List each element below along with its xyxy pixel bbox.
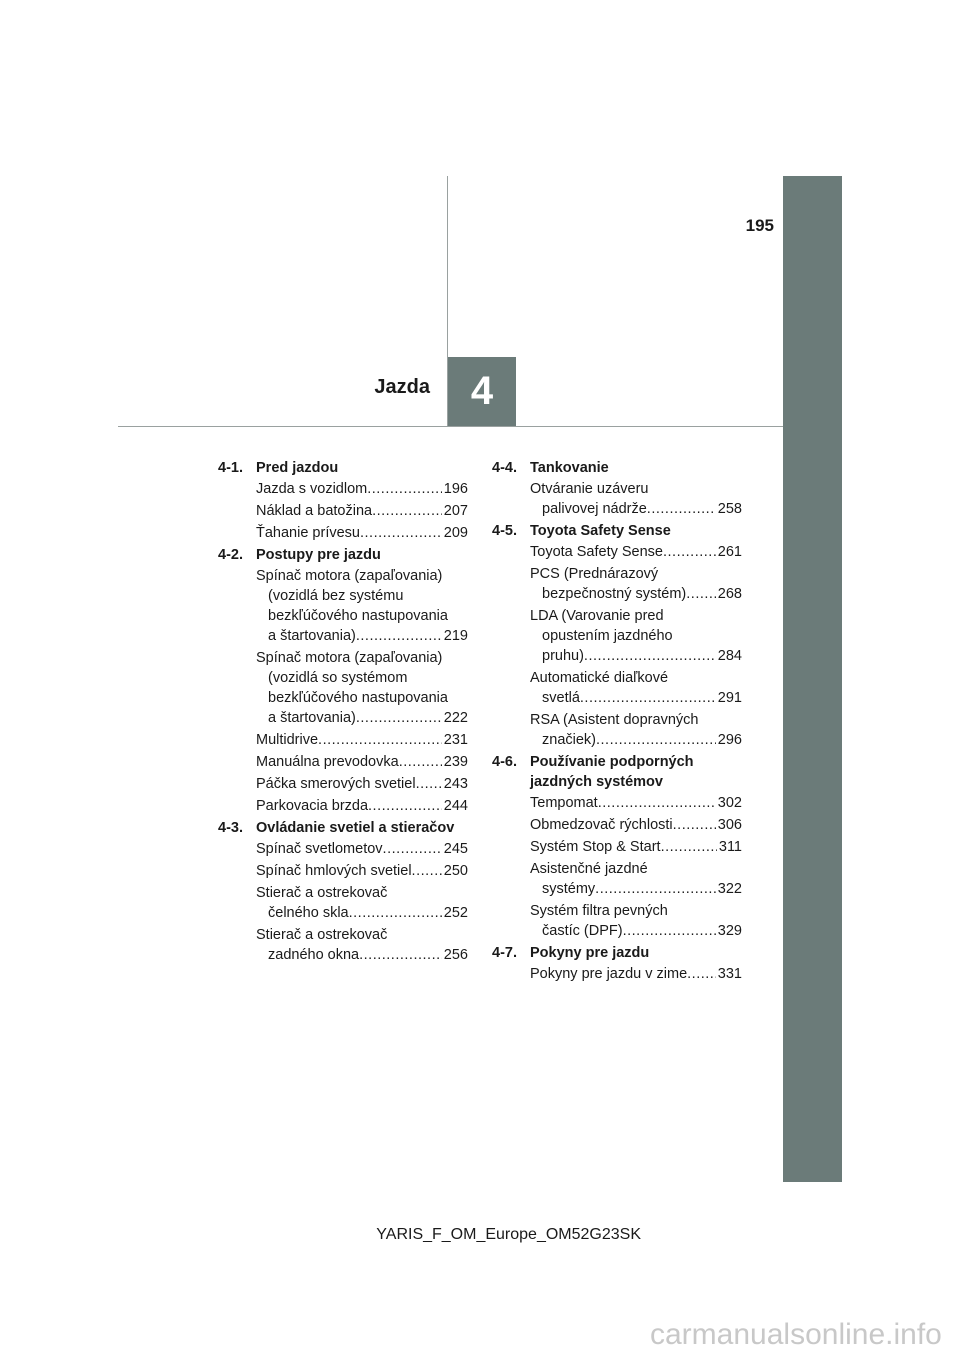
toc-section-title: Toyota Safety Sense	[530, 523, 671, 539]
toc-entry-line	[256, 752, 468, 772]
toc-page-number: 239	[443, 754, 468, 770]
toc-entry[interactable]	[256, 774, 468, 794]
toc-page-number: 268	[717, 586, 742, 602]
toc-page-number: 222	[443, 710, 468, 726]
toc-section-heading	[218, 545, 468, 565]
toc-right-column	[492, 458, 742, 986]
toc-leader-dots	[647, 499, 716, 519]
toc-entry[interactable]	[530, 710, 742, 750]
toc-entry[interactable]	[530, 859, 742, 899]
toc-entry[interactable]	[256, 730, 468, 750]
toc-entry-text: Parkovacia brzda	[256, 798, 369, 814]
toc-leader-dots	[584, 646, 716, 666]
toc-entry-text: Toyota Safety Sense	[530, 544, 663, 560]
toc-entry-text: Automatické diaľkové	[530, 670, 669, 686]
toc-entry-line	[256, 708, 468, 728]
toc-page-number: 284	[717, 648, 742, 664]
toc-page-number: 209	[443, 525, 468, 541]
toc-entry-text: (vozidlá so systémom	[268, 670, 408, 686]
toc-leader-dots	[661, 837, 717, 857]
toc-section-title: Tankovanie	[530, 460, 609, 476]
toc-entry-text: zadného okna	[268, 947, 360, 963]
toc-entry-text: RSA (Asistent dopravných	[530, 712, 699, 728]
toc-entry[interactable]	[256, 925, 468, 965]
toc-page-number: 196	[443, 481, 468, 497]
toc-page-number: 207	[443, 503, 468, 519]
toc-entry-text: svetlá	[542, 690, 580, 706]
toc-section	[218, 818, 468, 965]
toc-entry-text: Spínač svetlometov	[256, 841, 383, 857]
toc-leader-dots	[596, 730, 716, 750]
toc-page-number: 261	[717, 544, 742, 560]
toc-leader-dots	[368, 796, 442, 816]
toc-entry-text: Systém Stop & Start	[530, 839, 661, 855]
toc-entry-text: Manuálna prevodovka	[256, 754, 399, 770]
toc-entry-text: Ťahanie prívesu	[256, 525, 360, 541]
toc-section-title: Pokyny pre jazdu	[530, 945, 650, 961]
toc-leader-dots	[673, 815, 716, 835]
toc-section-number: 4-3.	[218, 820, 243, 836]
toc-entry-line	[256, 730, 468, 750]
toc-section-number: 4-5.	[492, 523, 517, 539]
toc-page-number: 302	[717, 795, 742, 811]
toc-page-number: 306	[717, 817, 742, 833]
toc-leader-dots	[367, 479, 442, 499]
toc-page-number: 256	[443, 947, 468, 963]
toc-entry[interactable]	[530, 606, 742, 666]
toc-leader-dots	[383, 839, 442, 859]
toc-leader-dots	[416, 774, 442, 794]
toc-entry[interactable]	[256, 752, 468, 772]
toc-section	[218, 458, 468, 543]
toc-entry[interactable]	[530, 964, 742, 984]
toc-entry[interactable]	[530, 793, 742, 813]
toc-entry-text: bezkľúčového nastupovania	[268, 690, 448, 706]
toc-entry-text: Pokyny pre jazdu v zime	[530, 966, 688, 982]
toc-entry-line	[530, 879, 742, 899]
toc-entry[interactable]	[256, 501, 468, 521]
toc-entry[interactable]	[256, 796, 468, 816]
toc-entry-line	[256, 523, 468, 543]
toc-entry-line	[256, 903, 468, 923]
toc-section-heading	[492, 521, 742, 541]
toc-entry-line	[530, 542, 742, 562]
toc-entry-text: Stierač a ostrekovač	[256, 927, 388, 943]
toc-entry[interactable]	[530, 542, 742, 562]
toc-leader-dots	[580, 688, 716, 708]
toc-entry-text: Stierač a ostrekovač	[256, 885, 388, 901]
toc-section	[492, 458, 742, 519]
toc-entry-text: Spínač motora (zapaľovania)	[256, 568, 443, 584]
page-number: 195	[745, 216, 774, 235]
toc-leader-dots	[623, 921, 716, 941]
toc-entry-line	[530, 499, 742, 519]
toc-entry-text: Systém filtra pevných	[530, 903, 668, 919]
toc-entry-text: čelného skla	[268, 905, 349, 921]
toc-entry-text: Spínač hmlových svetiel	[256, 863, 412, 879]
toc-section-number: 4-4.	[492, 460, 517, 476]
toc-entry-text: Obmedzovač rýchlosti	[530, 817, 673, 833]
toc-leader-dots	[360, 523, 442, 543]
toc-entry-text: LDA (Varovanie pred	[530, 608, 664, 624]
toc-entry[interactable]	[256, 839, 468, 859]
toc-entry-line	[256, 774, 468, 794]
chapter-title: Jazda	[374, 376, 430, 398]
toc-page-number: 244	[443, 798, 468, 814]
toc-entry-text: a štartovania)	[268, 710, 356, 726]
toc-entry[interactable]	[256, 648, 468, 728]
toc-section-title: Pred jazdou	[256, 460, 339, 476]
toc-entry-line	[530, 646, 742, 666]
toc-page-number: 243	[443, 776, 468, 792]
toc-section-number: 4-6.	[492, 754, 517, 770]
toc-entry[interactable]	[256, 523, 468, 543]
toc-entry-line	[530, 815, 742, 835]
toc-page-number: 250	[443, 863, 468, 879]
toc-entry[interactable]	[256, 566, 468, 646]
toc-section-heading	[492, 752, 742, 792]
footer-doc-id: YARIS_F_OM_Europe_OM52G23SK	[376, 1226, 641, 1243]
toc-entry-text: (vozidlá bez systému	[268, 588, 404, 604]
toc-entry-line	[530, 584, 742, 604]
toc-entry-line	[530, 921, 742, 941]
toc-entry-text: Spínač motora (zapaľovania)	[256, 650, 443, 666]
toc-leader-dots	[399, 752, 442, 772]
toc-entry[interactable]	[256, 861, 468, 881]
toc-entry-text: a štartovania)	[268, 628, 356, 644]
toc-section	[492, 752, 742, 941]
toc-entry-text: Multidrive	[256, 732, 319, 748]
toc-entry-text: častíc (DPF)	[542, 923, 623, 939]
toc-section	[218, 545, 468, 816]
toc-entry-text: Asistenčné jazdné	[530, 861, 648, 877]
chapter-side-tab	[783, 176, 842, 1182]
toc-entry-text: PCS (Prednárazový	[530, 566, 659, 582]
toc-section-heading	[218, 818, 468, 838]
toc-entry[interactable]	[256, 883, 468, 923]
toc-entry-text: opustením jazdného	[542, 628, 673, 644]
toc-left-column	[218, 458, 468, 967]
toc-entry[interactable]	[530, 901, 742, 941]
toc-entry-line	[530, 730, 742, 750]
toc-page-number: 296	[717, 732, 742, 748]
toc-entry-line	[256, 501, 468, 521]
toc-page-number: 329	[717, 923, 742, 939]
toc-entry-text: Jazda s vozidlom	[256, 481, 368, 497]
toc-section	[492, 521, 742, 750]
toc-leader-dots	[663, 542, 716, 562]
toc-section-number: 4-1.	[218, 460, 243, 476]
chapter-number: 4	[470, 369, 494, 413]
toc-entry-text: Náklad a batožina	[256, 503, 373, 519]
toc-page-number: 252	[443, 905, 468, 921]
toc-leader-dots	[318, 730, 442, 750]
header-horizontal-rule	[118, 426, 783, 427]
toc-entry[interactable]	[530, 837, 742, 857]
toc-entry-line	[530, 793, 742, 813]
toc-leader-dots	[356, 626, 442, 646]
toc-entry[interactable]	[530, 668, 742, 708]
toc-entry-line	[530, 837, 742, 857]
toc-page-number: 322	[717, 881, 742, 897]
toc-entry-line	[256, 796, 468, 816]
toc-leader-dots	[686, 584, 716, 604]
toc-leader-dots	[687, 964, 716, 984]
toc-entry-text: Páčka smerových svetiel	[256, 776, 416, 792]
toc-section-title: Postupy pre jazdu	[256, 547, 381, 563]
chapter-number-box	[448, 357, 516, 426]
toc-entry-text: Tempomat	[530, 795, 598, 811]
toc-leader-dots	[598, 793, 716, 813]
toc-page-number: 331	[717, 966, 742, 982]
toc-section-heading	[492, 943, 742, 963]
toc-entry[interactable]	[530, 479, 742, 519]
toc-section	[492, 943, 742, 984]
toc-entry-line	[530, 964, 742, 984]
toc-entry-text: bezpečnostný systém)	[542, 586, 687, 602]
toc-entry-line	[256, 839, 468, 859]
toc-section-number: 4-2.	[218, 547, 243, 563]
toc-section-title: Používanie podporných jazdných systémov	[530, 754, 694, 790]
toc-section-number: 4-7.	[492, 945, 517, 961]
toc-leader-dots	[595, 879, 716, 899]
toc-leader-dots	[356, 708, 442, 728]
toc-entry-text: systémy	[542, 881, 596, 897]
watermark: carmanualsonline.info	[650, 1318, 942, 1351]
toc-entry-line	[256, 626, 468, 646]
toc-leader-dots	[412, 861, 442, 881]
toc-page-number: 245	[443, 841, 468, 857]
toc-entry[interactable]	[256, 479, 468, 499]
toc-page-number: 311	[718, 839, 742, 855]
toc-page-number: 219	[443, 628, 468, 644]
toc-entry-line	[256, 861, 468, 881]
toc-leader-dots	[372, 501, 442, 521]
toc-section-heading	[218, 458, 468, 478]
toc-page-number: 291	[717, 690, 742, 706]
toc-entry-line	[256, 479, 468, 499]
toc-entry-text: bezkľúčového nastupovania	[268, 608, 448, 624]
toc-entry-text: značiek)	[542, 732, 596, 748]
toc-section-heading	[492, 458, 742, 478]
toc-entry-text: palivovej nádrže	[542, 501, 647, 517]
toc-leader-dots	[359, 945, 442, 965]
toc-entry-line	[256, 945, 468, 965]
toc-page-number: 231	[443, 732, 468, 748]
toc-page-number: 258	[717, 501, 742, 517]
toc-entry[interactable]	[530, 815, 742, 835]
toc-leader-dots	[349, 903, 442, 923]
toc-entry[interactable]	[530, 564, 742, 604]
toc-entry-text: Otváranie uzáveru	[530, 481, 649, 497]
toc-entry-line	[530, 688, 742, 708]
toc-entry-text: pruhu)	[542, 648, 584, 664]
toc-section-title: Ovládanie svetiel a stieračov	[256, 820, 455, 836]
